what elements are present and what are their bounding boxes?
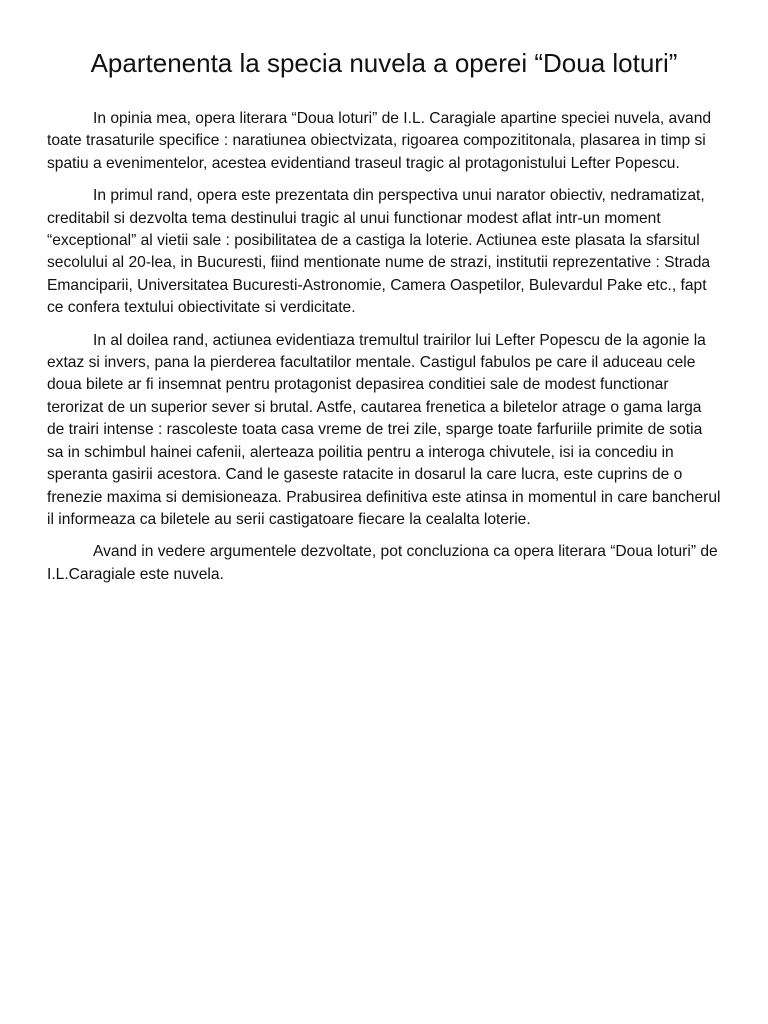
document-body [47, 108, 723, 596]
paragraph-second-argument: In al doilea rand, actiunea evidentiaza tremultul trairilor lui Lefter Popescu de la agonie la extaz si invers, pana la pierderea facultatilor mentale. Castigul fabulos pe care il aduceau cele doua bilete ar fi insemnat pentru protagonist depasirea conditiei sale de modest functionar terorizat de un superior sever si brutal. Astfe, cautarea frenetica a biletelor atrage o gama larga de trairi intense : rascoleste toata casa vreme de trei zile, sparge toate farfuriile primite de sotia sa in schimbul hainei cafenii, alerteaza poilitia pentru a interoga chivutele, isi ia concediu in speranta gasirii acestora. Cand le gaseste ratacite in dosarul la care lucra, este cuprins de o frenezie maxima si demisioneaza. Prabusirea definitiva este atinsa in momentul in care bancherul il informeaza ca biletele au serii castigatoare fiecare la cealalta loterie. [47, 331, 721, 528]
paragraph-conclusion: Avand in vedere argumentele dezvoltate, pot concluziona ca opera literara “Doua loturi” de I.L.Caragiale este nuvela. [47, 543, 718, 583]
paragraph-first-argument: In primul rand, opera este prezentata din perspectiva unui narator obiectiv, nedramatizat, creditabil si dezvolta tema destinului tragic al unui functionar modest aflat intr-un moment “exceptional” al vietii sale : posibilitatea de a castiga la loterie. Actiunea este plasata la sfarsitul secolului al 20-lea, in Bucuresti, fiind mentionate nume de strazi, institutii reprezentative : Strada Emanciparii, Universitatea Bucuresti-Astronomie, Camera Oaspetilor, Bulevardul Pake etc., fapt ce confera textului obiectivitate si verdicitate. [47, 187, 711, 317]
paragraph-introduction: In opinia mea, opera literara “Doua loturi” de I.L. Caragiale apartine speciei nuvela, avand toate trasaturile specifice : naratiunea obiectvizata, rigoarea compozititonala, plasarea in timp si spatiu a evenimentelor, acestea evidentiand traseul tragic al protagonistului Lefter Popescu. [47, 110, 712, 172]
document-title: Apartenenta la specia nuvela a operei “Doua loturi” [90, 48, 678, 78]
